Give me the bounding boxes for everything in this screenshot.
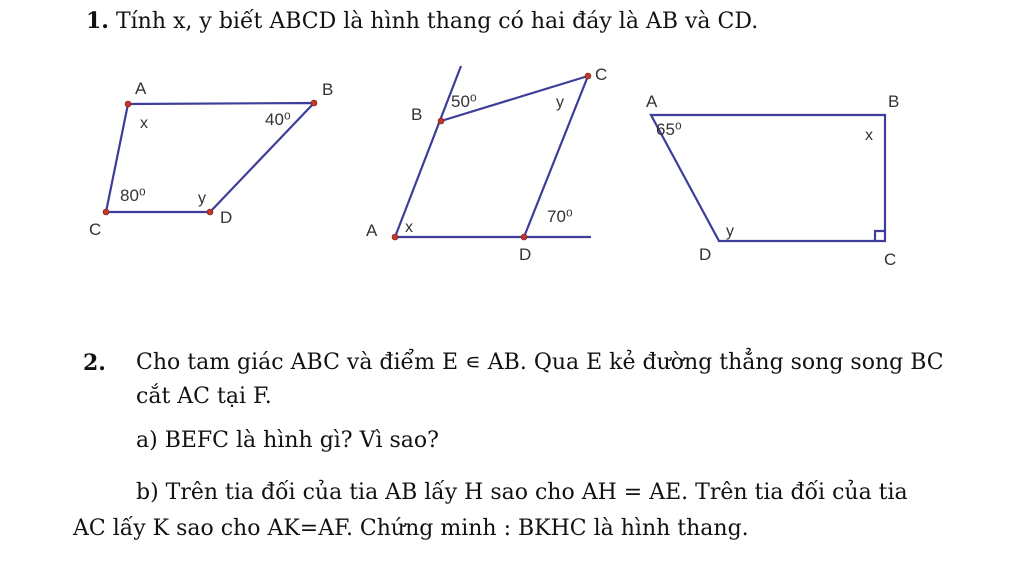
figure-2-label-b: B [411, 105, 423, 124]
figure-3-label-c: C [884, 250, 897, 269]
figure-2-label-d: D [519, 245, 532, 264]
figure-1-point-c [103, 209, 109, 215]
figure-2-label-y: y [556, 94, 564, 111]
figure-2-label-c: C [595, 65, 608, 84]
figure-3-shape [651, 115, 885, 241]
figure-1-angle-b: 40⁰ [265, 110, 291, 129]
problem-2-line-2: cắt AC tại F. [136, 384, 272, 409]
problem-2-line-1: Cho tam giác ABC và điểm E ∊ AB. Qua E kẻ đường thẳng song song BC [136, 350, 944, 375]
figure-1-point-a [125, 101, 131, 107]
figure-2-label-x: x [405, 219, 413, 236]
figure-3-label-b: B [888, 92, 900, 111]
figure-3-trapezoid [646, 92, 899, 269]
problem-1-text: Tính x, y biết ABCD là hình thang có hai đáy là AB và CD. [115, 9, 759, 34]
problem-2-part-b-line-1: b) Trên tia đối của tia AB lấy H sao cho AH = AE. Trên tia đối của tia [136, 480, 908, 505]
problem-2-part-b-line-2: AC lấy K sao cho AK=AF. Chứng minh : BKHC là hình thang. [73, 516, 749, 541]
problem-1-number: 1. [86, 8, 109, 34]
figure-3-label-a: A [646, 92, 658, 111]
figure-1-label-d: D [220, 208, 233, 227]
figure-1-point-d [207, 209, 213, 215]
figure-1-trapezoid [89, 79, 333, 239]
figure-1-label-y: y [198, 190, 206, 207]
figure-2-point-b [438, 118, 444, 124]
figure-3-angle-a: 65⁰ [656, 120, 682, 139]
figure-1-label-x: x [140, 115, 148, 132]
figure-2-label-a: A [366, 221, 378, 240]
figure-1-angle-c: 80⁰ [120, 186, 146, 205]
figure-1-point-b [311, 100, 317, 106]
figure-3-label-d: D [699, 245, 712, 264]
figure-2-angle-b: 50⁰ [451, 92, 477, 111]
figure-3-right-angle-mark [875, 231, 885, 241]
figure-2-angle-d: 70⁰ [547, 207, 573, 226]
figure-3-label-y: y [726, 223, 734, 240]
figure-1-label-b: B [322, 80, 334, 99]
figure-2-point-a [392, 234, 398, 240]
figure-1-label-a: A [135, 79, 147, 98]
figure-2-point-d [521, 234, 527, 240]
figure-3-label-x: x [865, 127, 873, 144]
problem-2-part-a: a) BEFC là hình gì? Vì sao? [136, 428, 439, 453]
problem-2-number: 2. [83, 350, 106, 376]
figure-2-point-c [585, 73, 591, 79]
figure-2-trapezoid [366, 65, 607, 264]
figure-1-label-c: C [89, 220, 102, 239]
